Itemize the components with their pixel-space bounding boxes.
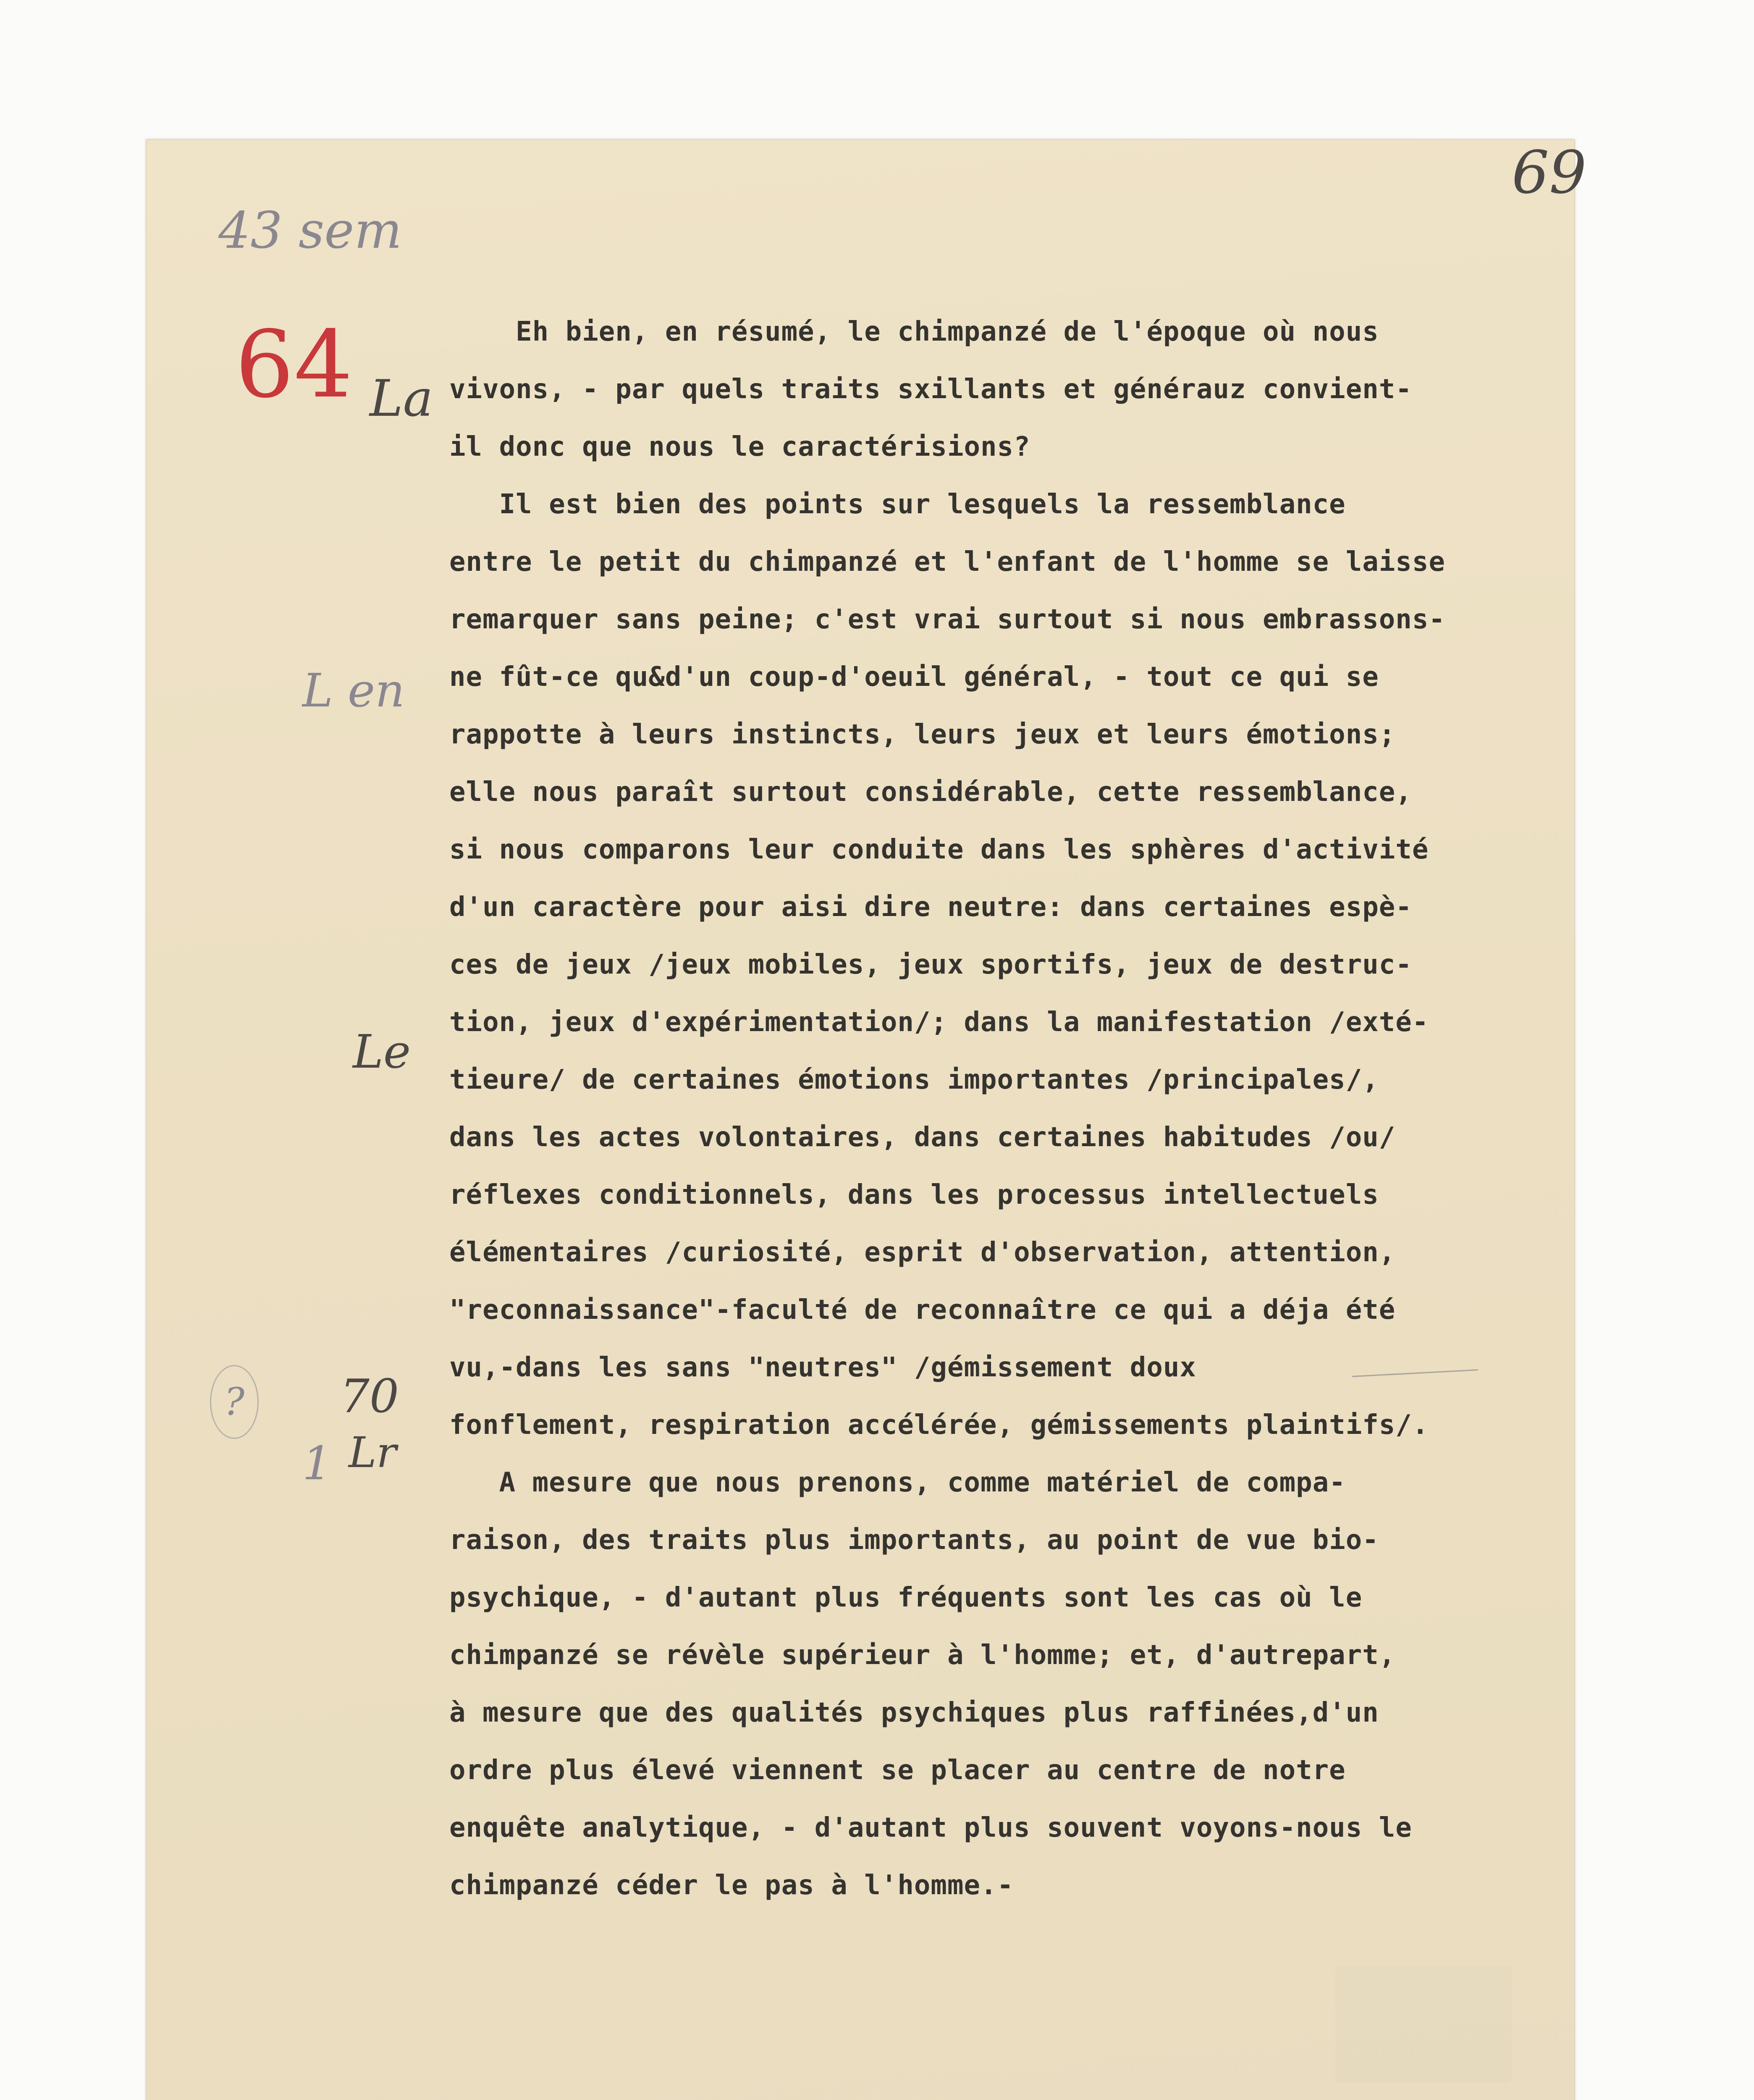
page-number: 69 [1512,139,1587,207]
text-line: rappotte à leurs instincts, leurs jeux et leurs émotions; [449,719,1396,750]
text-line: A mesure que nous prenons, comme matériel de compa- [449,1467,1346,1498]
margin-note-circle: ? [210,1365,259,1439]
text-line: tieure/ de certaines émotions importantes /principales/, [449,1064,1379,1095]
text-line: chimpanzé céder le pas à l'homme.- [449,1870,1014,1901]
margin-note-one: 1 [302,1436,332,1490]
text-line: réflexes conditionnels, dans les processus intellectuels [449,1179,1379,1210]
text-line: raison, des traits plus importants, au point de vue bio- [449,1525,1379,1556]
text-line: Il est bien des points sur lesquels la ressemblance [449,489,1346,520]
text-line: élémentaires /curiosité, esprit d'observation, attention, [449,1237,1396,1268]
text-line: Eh bien, en résumé, le chimpanzé de l'époque où nous [449,316,1379,347]
margin-note-len: L en [302,664,405,717]
text-line: dans les actes volontaires, dans certaines habitudes /ou/ [449,1122,1396,1153]
text-line: d'un caractère pour aisi dire neutre: dans certaines espè- [449,892,1412,923]
text-line: ces de jeux /jeux mobiles, jeux sportifs, jeux de destruc- [449,949,1412,980]
text-line: enquête analytique, - d'autant plus souvent voyons-nous le [449,1812,1412,1843]
faded-stamp [1335,1966,1512,2083]
text-line: psychique, - d'autant plus fréquents sont les cas où le [449,1582,1363,1613]
text-line: il donc que nous le caractérisions? [449,431,1030,462]
text-line: "reconnaissance"-faculté de reconnaître ce qui a déja été [449,1294,1396,1326]
text-line: elle nous paraît surtout considérable, cette ressemblance, [449,777,1412,808]
text-line: si nous comparons leur conduite dans les sphères d'activité [449,834,1429,865]
text-line: à mesure que des qualités psychiques plus raffinées,d'un [449,1697,1379,1728]
margin-note-lr: Lr [349,1428,397,1477]
margin-note-top-left: 43 sem [218,202,402,260]
text-line: chimpanzé se révèle supérieur à l'homme; et, d'autrepart, [449,1640,1396,1671]
text-line: ne fût-ce qu&d'un coup-d'oeuil général, - tout ce qui se [449,662,1379,693]
text-line: tion, jeux d'expérimentation/; dans la manifestation /exté- [449,1007,1429,1038]
typed-text [449,303,1583,1914]
text-line: fonflement, respiration accélérée, gémissements plaintifs/. [449,1410,1429,1441]
margin-note-red-number: 64 [235,311,353,418]
margin-note-la: La [370,370,433,428]
text-line: ordre plus élevé viennent se placer au centre de notre [449,1755,1346,1786]
text-line: entre le petit du chimpanzé et l'enfant de l'homme se laisse [449,546,1445,578]
text-line: vivons, - par quels traits sxillants et générauz convient- [449,374,1412,405]
text-line: remarquer sans peine; c'est vrai surtout si nous embrassons- [449,604,1445,635]
margin-note-70: 70 [340,1369,399,1423]
text-line: vu,-dans les sans "neutres" /gémissement doux [449,1352,1196,1383]
margin-note-le: Le [353,1025,411,1079]
